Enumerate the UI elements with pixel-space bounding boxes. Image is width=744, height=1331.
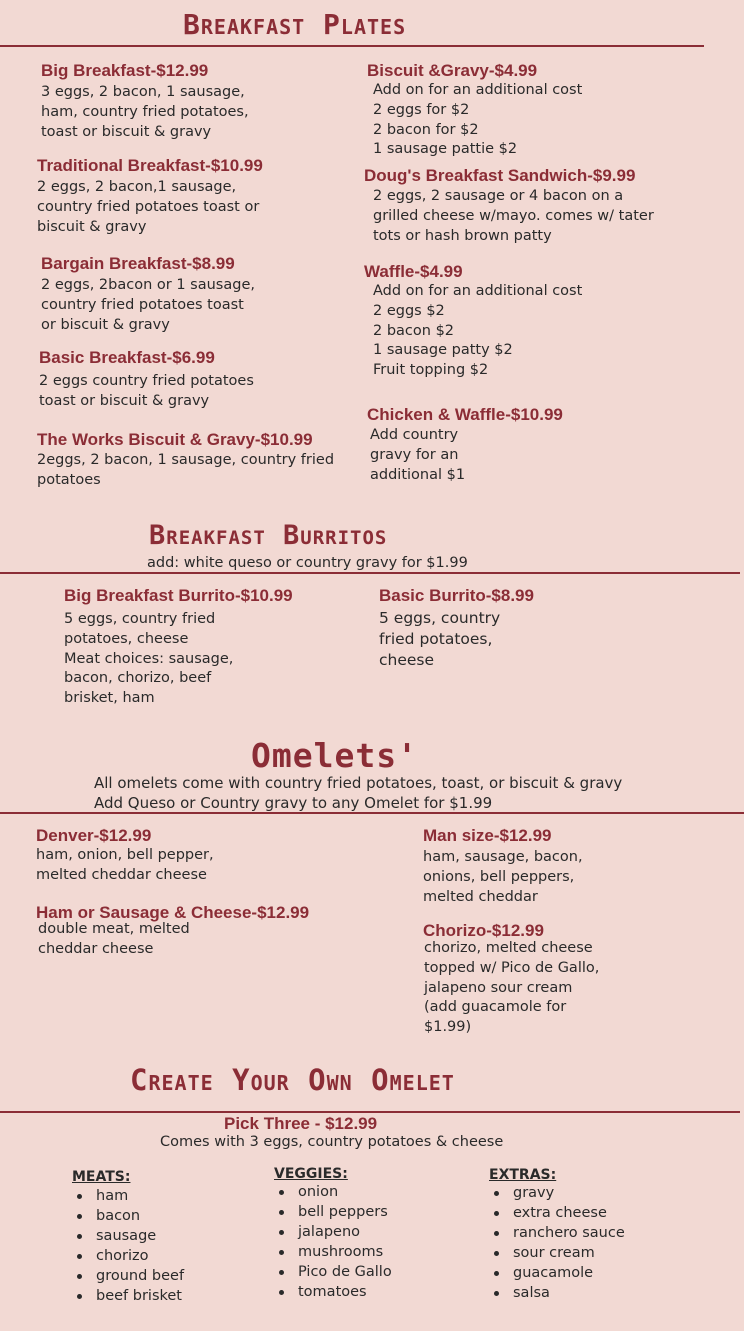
list-heading: EXTRAS: <box>489 1167 557 1183</box>
veggies-list <box>274 1166 392 1302</box>
menu-item <box>36 903 309 960</box>
list-item: Pico de Gallo <box>274 1262 392 1282</box>
item-description: 3 eggs, 2 bacon, 1 sausage, ham, country fried potatoes, toast or biscuit & gravy <box>41 84 249 140</box>
item-description: 2eggs, 2 bacon, 1 sausage, country fried potatoes <box>37 452 335 488</box>
list-item: ground beef <box>72 1266 184 1286</box>
item-title: Basic Breakfast-$6.99 <box>39 348 215 367</box>
item-title: Traditional Breakfast-$10.99 <box>37 156 263 175</box>
item-title: Chorizo-$12.99 <box>423 921 544 940</box>
section-divider <box>0 572 740 574</box>
extras-list <box>489 1167 625 1303</box>
menu-item <box>41 254 255 335</box>
menu-item <box>41 61 249 142</box>
list-item: sausage <box>72 1226 184 1246</box>
item-description: 5 eggs, country fried potatoes, cheese Meat choices: sausage, bacon, chorizo, beef brisket, ham <box>64 611 234 707</box>
burritos-title: Breakfast Burritos <box>149 520 388 551</box>
list-item: salsa <box>489 1283 625 1303</box>
item-title: Man size-$12.99 <box>423 826 552 845</box>
menu-item <box>367 405 563 485</box>
item-title: Bargain Breakfast-$8.99 <box>41 254 235 273</box>
menu-item <box>64 586 293 709</box>
list-item: chorizo <box>72 1246 184 1266</box>
menu-item <box>37 430 334 491</box>
create-own-title: Create Your Own Omelet <box>130 1063 455 1097</box>
omelets-note: Add Queso or Country gravy to any Omelet for $1.99 <box>94 794 493 812</box>
list-item: ham <box>72 1186 184 1206</box>
item-title: Basic Burrito-$8.99 <box>379 586 534 605</box>
list-item: bell peppers <box>274 1202 392 1222</box>
list-item: mushrooms <box>274 1242 392 1262</box>
list-item: bacon <box>72 1206 184 1226</box>
omelets-title: Omelets' <box>251 736 418 775</box>
item-title: Doug's Breakfast Sandwich-$9.99 <box>364 166 636 185</box>
menu-item <box>39 348 254 412</box>
list-item: onion <box>274 1182 392 1202</box>
menu-item <box>36 826 214 886</box>
item-description: 2 eggs country fried potatoes toast or biscuit & gravy <box>39 373 254 409</box>
breakfast-plates-title: Breakfast Plates <box>183 8 407 41</box>
item-description: chorizo, melted cheese topped w/ Pico de Gallo, jalapeno sour cream (add guacamole for $1.99) <box>424 940 600 1036</box>
meats-list <box>72 1169 184 1306</box>
section-divider <box>0 45 704 47</box>
menu-item <box>37 156 263 237</box>
item-description: ham, onion, bell pepper, melted cheddar cheese <box>36 847 214 883</box>
list-item: gravy <box>489 1183 625 1203</box>
list-item: tomatoes <box>274 1282 392 1302</box>
list-item: guacamole <box>489 1263 625 1283</box>
list-item: extra cheese <box>489 1203 625 1223</box>
menu-item <box>423 826 583 907</box>
menu-item <box>379 586 534 671</box>
item-title: Biscuit &Gravy-$4.99 <box>367 61 538 80</box>
item-title: Denver-$12.99 <box>36 826 152 845</box>
pick-three-price: Pick Three - $12.99 <box>224 1114 378 1133</box>
list-item: ranchero sauce <box>489 1223 625 1243</box>
item-description: Add country gravy for an additional $1 <box>370 427 466 483</box>
item-description: double meat, melted cheddar cheese <box>38 921 190 957</box>
list-item: beef brisket <box>72 1286 184 1306</box>
menu-item <box>364 166 654 246</box>
section-divider <box>0 812 744 814</box>
item-title: Ham or Sausage & Cheese-$12.99 <box>36 903 310 922</box>
item-description: Add on for an additional cost 2 eggs $2 2 bacon $2 1 sausage patty $2 Fruit topping $2 <box>373 283 583 379</box>
item-description: Add on for an additional cost 2 eggs for $2 2 bacon for $2 1 sausage pattie $2 <box>373 82 583 158</box>
item-description: 2 eggs, 2bacon or 1 sausage, country fried potatoes toast or biscuit & gravy <box>41 277 255 333</box>
menu-item <box>423 921 599 1038</box>
menu-item <box>367 61 582 160</box>
menu-item <box>364 262 582 381</box>
item-description: 2 eggs, 2 sausage or 4 bacon on a grilled cheese w/mayo. comes w/ tater tots or hash brown patty <box>373 188 654 244</box>
item-title: Big Breakfast-$12.99 <box>41 61 209 80</box>
comes-with-note: Comes with 3 eggs, country potatoes & cheese <box>160 1134 504 1150</box>
list-item: jalapeno <box>274 1222 392 1242</box>
item-title: Waffle-$4.99 <box>364 262 463 281</box>
item-title: Big Breakfast Burrito-$10.99 <box>64 586 293 605</box>
burritos-note: add: white queso or country gravy for $1.99 <box>147 555 468 571</box>
omelets-note: All omelets come with country fried potatoes, toast, or biscuit & gravy <box>94 774 623 792</box>
list-item: sour cream <box>489 1243 625 1263</box>
item-description: 2 eggs, 2 bacon,1 sausage, country fried potatoes toast or biscuit & gravy <box>37 179 260 235</box>
item-title: The Works Biscuit & Gravy-$10.99 <box>37 430 313 449</box>
item-title: Chicken & Waffle-$10.99 <box>367 405 563 424</box>
section-divider <box>0 1111 740 1113</box>
item-description: ham, sausage, bacon, onions, bell peppers, melted cheddar <box>423 849 583 905</box>
list-heading: VEGGIES: <box>274 1166 348 1182</box>
item-description: 5 eggs, country fried potatoes, cheese <box>379 609 501 669</box>
list-heading: MEATS: <box>72 1169 131 1185</box>
